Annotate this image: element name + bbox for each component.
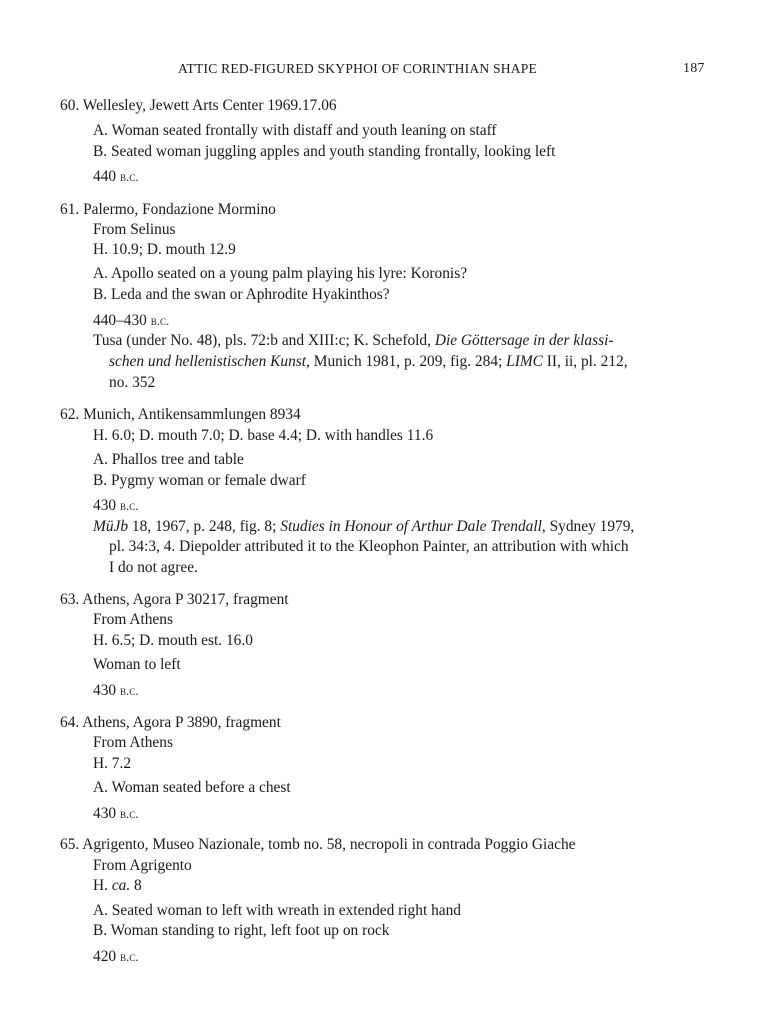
bibliography-line: no. 352 xyxy=(109,374,156,391)
side-a-description: A. Woman seated frontally with distaff and youth leaning on staff xyxy=(93,122,497,139)
bibliography-line: Tusa (under No. 48), pls. 72:b and XIII:c; K. Schefold, Die Göttersage in der klassi- xyxy=(93,332,614,349)
dimensions: H. 10.9; D. mouth 12.9 xyxy=(93,241,236,258)
side-a-description: A. Seated woman to left with wreath in extended right hand xyxy=(93,902,461,919)
entry-heading: 60. Wellesley, Jewett Arts Center 1969.17.06 xyxy=(60,97,337,114)
bibliography-line: pl. 34:3, 4. Diepolder attributed it to the Kleophon Painter, an attribution with which xyxy=(109,538,629,555)
bibliography-line: I do not agree. xyxy=(109,559,198,576)
side-b-description: B. Woman standing to right, left foot up on rock xyxy=(93,922,390,939)
side-a-description: A. Apollo seated on a young palm playing his lyre: Koronis? xyxy=(93,265,468,282)
date: 430 b.c. xyxy=(93,805,139,822)
page-header xyxy=(0,59,777,81)
entry-heading: 61. Palermo, Fondazione Mormino xyxy=(60,201,276,218)
side-a-description: A. Woman seated before a chest xyxy=(93,779,291,796)
side-b-description: B. Leda and the swan or Aphrodite Hyakinthos? xyxy=(93,286,390,303)
provenance: From Selinus xyxy=(93,221,176,238)
dimensions: H. 6.0; D. mouth 7.0; D. base 4.4; D. with handles 11.6 xyxy=(93,427,434,444)
side-b-description: B. Seated woman juggling apples and youth standing frontally, looking left xyxy=(93,143,556,160)
side-b-description: B. Pygmy woman or female dwarf xyxy=(93,472,306,489)
provenance: From Athens xyxy=(93,734,173,751)
date: 440–430 b.c. xyxy=(93,312,170,329)
date: 430 b.c. xyxy=(93,497,139,514)
entry-heading: 65. Agrigento, Museo Nazionale, tomb no. 58, necropoli in contrada Poggio Giache xyxy=(60,836,576,853)
dimensions: H. ca. 8 xyxy=(93,877,142,894)
date: 430 b.c. xyxy=(93,682,139,699)
subject-description: Woman to left xyxy=(93,656,181,673)
date: 420 b.c. xyxy=(93,948,139,965)
bibliography-line: MüJb 18, 1967, p. 248, fig. 8; Studies in Honour of Arthur Dale Trendall, Sydney 1979, xyxy=(93,518,635,535)
provenance: From Athens xyxy=(93,611,173,628)
date: 440 b.c. xyxy=(93,168,139,185)
side-a-description: A. Phallos tree and table xyxy=(93,451,244,468)
provenance: From Agrigento xyxy=(93,857,192,874)
dimensions: H. 7.2 xyxy=(93,755,132,772)
bibliography-line: schen und hellenistischen Kunst, Munich 1981, p. 209, fig. 284; LIMC II, ii, pl. 212, xyxy=(109,353,628,370)
entry-heading: 64. Athens, Agora P 3890, fragment xyxy=(60,714,281,731)
entry-heading: 62. Munich, Antikensammlungen 8934 xyxy=(60,406,301,423)
page-number: 187 xyxy=(683,61,705,76)
entry-heading: 63. Athens, Agora P 30217, fragment xyxy=(60,591,289,608)
running-head: ATTIC RED-FIGURED SKYPHOI OF CORINTHIAN SHAPE xyxy=(178,61,538,76)
dimensions: H. 6.5; D. mouth est. 16.0 xyxy=(93,632,253,649)
